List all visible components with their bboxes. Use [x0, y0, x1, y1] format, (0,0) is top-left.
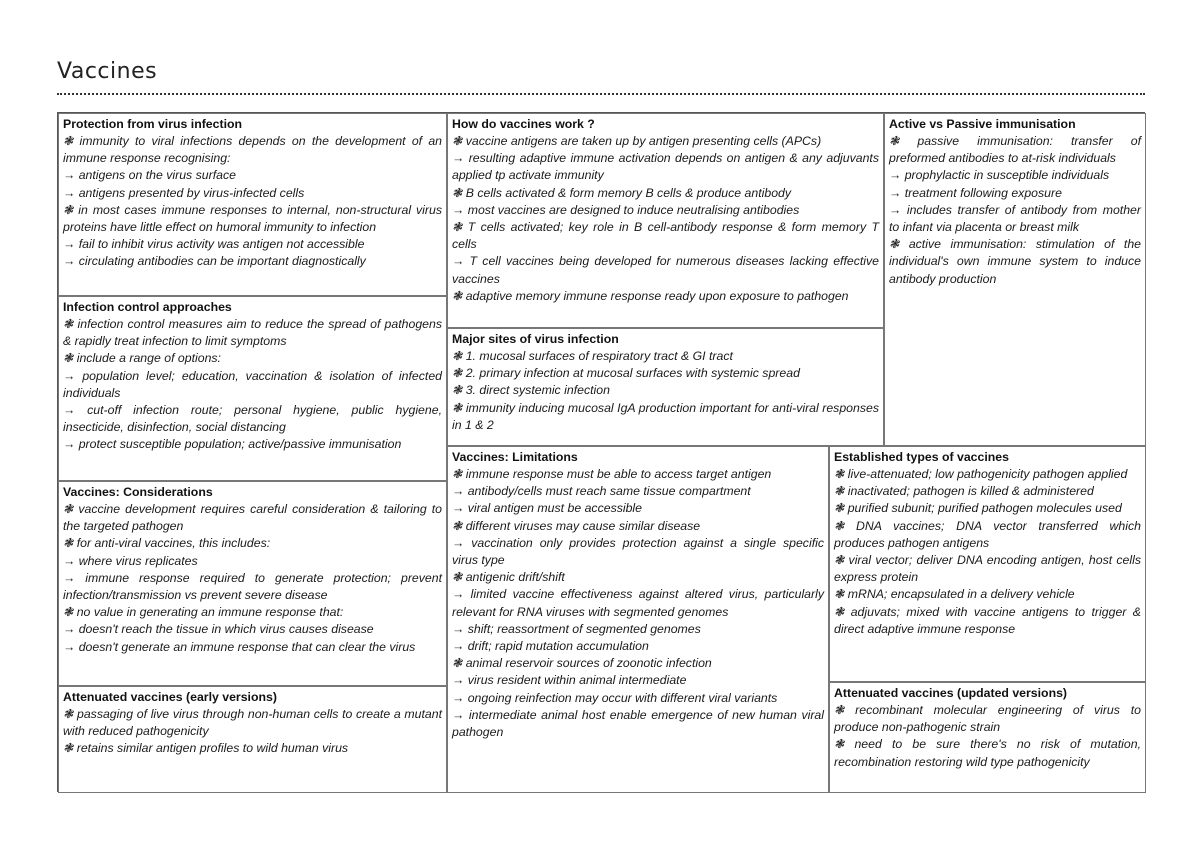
section-infection-control	[58, 296, 447, 481]
section-line: → shift; reassortment of segmented genomes	[452, 621, 701, 636]
section-attenuated-updated	[829, 682, 1146, 793]
section-protection	[58, 113, 447, 296]
page-title: Vaccines	[57, 59, 158, 84]
section-line: ❃ B cells activated & form memory B cells & produce antibody	[452, 185, 792, 200]
section-heading: Vaccines: Limitations	[452, 450, 578, 464]
section-line: → doesn't reach the tissue in which virus causes disease	[63, 622, 374, 637]
section-line: ❃ immunity inducing mucosal IgA production important for anti-viral responses in 1 & 2	[452, 400, 879, 432]
section-line: ❃ different viruses may cause similar disease	[452, 518, 701, 533]
section-heading: How do vaccines work ?	[452, 117, 595, 131]
section-line: ❃ no value in generating an immune response that:	[63, 605, 344, 620]
section-line: → doesn't generate an immune response that can clear the virus	[63, 639, 416, 654]
section-how-vaccines-work	[447, 113, 884, 328]
notes-grid	[57, 112, 1145, 792]
section-heading: Major sites of virus infection	[452, 332, 619, 346]
section-line: → immune response required to generate protection; prevent infection/transmission vs prevent severe disease	[63, 570, 442, 603]
section-lines	[834, 466, 1141, 638]
section-line: → population level; education, vaccination & isolation of infected individuals	[63, 368, 442, 400]
section-line: ❃ for anti-viral vaccines, this includes:	[63, 536, 271, 551]
section-line: ❃ viral vector; deliver DNA encoding antigen, host cells express protein	[834, 553, 1141, 585]
section-established-types	[829, 446, 1146, 682]
section-major-sites	[447, 328, 884, 446]
section-line: ❃ immune response must be able to access target antigen	[452, 467, 772, 481]
section-line: ❃ adaptive memory immune response ready upon exposure to pathogen	[452, 288, 849, 303]
section-line: ❃ passive immunisation: transfer of preformed antibodies to at-risk individuals	[889, 134, 1141, 166]
section-line: ❃ mRNA; encapsulated in a delivery vehicle	[834, 587, 1075, 602]
section-attenuated-early	[58, 686, 447, 793]
section-line: → circulating antibodies can be important diagnostically	[63, 254, 366, 269]
section-line: ❃ active immunisation: stimulation of the individual's own immune system to induce antibody production	[889, 237, 1141, 286]
section-line: → intermediate animal host enable emergence of new human viral pathogen	[452, 707, 824, 740]
section-line: ❃ T cells activated; key role in B cell-antibody response & form memory T cells	[452, 220, 879, 252]
section-line: → antigens on the virus surface	[63, 168, 236, 183]
section-lines	[63, 706, 442, 758]
section-line: ❃ 1. mucosal surfaces of respiratory tract & GI tract	[452, 349, 733, 363]
section-line: → antigens presented by virus-infected cells	[63, 185, 305, 200]
section-line: → antibody/cells must reach same tissue compartment	[452, 484, 751, 499]
section-lines	[889, 133, 1141, 288]
section-active-passive	[884, 113, 1146, 446]
section-line: ❃ antigenic drift/shift	[452, 570, 565, 585]
section-line: ❃ inactivated; pathogen is killed & administered	[834, 484, 1094, 499]
section-line: → includes transfer of antibody from mother to infant via placenta or breast milk	[889, 202, 1141, 235]
section-lines	[63, 316, 442, 454]
section-heading: Attenuated vaccines (updated versions)	[834, 686, 1068, 700]
section-line: ❃ passaging of live virus through non-human cells to create a mutant with reduced pathogenicity	[63, 707, 442, 739]
section-line: → limited vaccine effectiveness against altered virus, particularly relevant for RNA viruses with segmented genomes	[452, 587, 824, 619]
section-line: → resulting adaptive immune activation depends on antigen & any adjuvants applied tp activate immunity	[452, 151, 879, 183]
section-line: ❃ adjuvats; mixed with vaccine antigens to trigger & direct adaptive immune response	[834, 604, 1141, 636]
section-line: → most vaccines are designed to induce neutralising antibodies	[452, 202, 800, 217]
section-lines	[452, 466, 824, 741]
section-lines	[63, 133, 442, 271]
section-line: ❃ retains similar antigen profiles to wild human virus	[63, 741, 349, 756]
section-line: → viral antigen must be accessible	[452, 501, 643, 516]
section-line: ❃ immunity to viral infections depends on the development of an immune response recognising:	[63, 134, 442, 166]
section-line: → cut-off infection route; personal hygiene, public hygiene, insecticide, disinfection, social distancing	[63, 403, 442, 435]
section-heading: Active vs Passive immunisation	[889, 117, 1076, 131]
section-heading: Established types of vaccines	[834, 450, 1009, 464]
section-line: → prophylactic in susceptible individuals	[889, 168, 1110, 183]
section-heading: Vaccines: Considerations	[63, 485, 213, 499]
section-line: → T cell vaccines being developed for numerous diseases lacking effective vaccines	[452, 254, 879, 286]
section-line: ❃ DNA vaccines; DNA vector transferred which produces pathogen antigens	[834, 518, 1141, 550]
section-line: ❃ infection control measures aim to reduce the spread of pathogens & rapidly treat infection to limit symptoms	[63, 317, 442, 349]
section-line: ❃ need to be sure there's no risk of mutation, recombination restoring wild type pathogenicity	[834, 737, 1141, 769]
section-line: ❃ include a range of options:	[63, 351, 221, 366]
section-line: ❃ purified subunit; purified pathogen molecules used	[834, 501, 1122, 516]
section-line: ❃ recombinant molecular engineering of virus to produce non-pathogenic strain	[834, 703, 1141, 735]
section-line: → virus resident within animal intermediate	[452, 673, 687, 688]
section-lines	[452, 133, 879, 305]
section-line: → fail to inhibit virus activity was antigen not accessible	[63, 237, 365, 252]
title-divider	[57, 93, 1145, 95]
section-limitations	[447, 446, 829, 793]
section-heading: Infection control approaches	[63, 300, 232, 314]
section-line: ❃ live-attenuated; low pathogenicity pathogen applied	[834, 467, 1128, 481]
section-line: ❃ vaccine development requires careful consideration & tailoring to the targeted pathogen	[63, 502, 442, 534]
section-line: → vaccination only provides protection against a single specific virus type	[452, 535, 824, 568]
section-line: → drift; rapid mutation accumulation	[452, 639, 649, 654]
section-heading: Attenuated vaccines (early versions)	[63, 690, 277, 704]
section-line: ❃ animal reservoir sources of zoonotic infection	[452, 656, 712, 671]
section-heading: Protection from virus infection	[63, 117, 243, 131]
section-line: → protect susceptible population; active/passive immunisation	[63, 437, 402, 452]
section-line: → where virus replicates	[63, 553, 198, 568]
section-line: ❃ 2. primary infection at mucosal surfaces with systemic spread	[452, 366, 800, 381]
section-line: ❃ vaccine antigens are taken up by antigen presenting cells (APCs)	[452, 134, 822, 148]
section-lines	[452, 348, 879, 434]
section-considerations	[58, 481, 447, 686]
section-line: ❃ in most cases immune responses to internal, non-structural virus proteins have little effect on humoral immunity to infection	[63, 202, 442, 235]
section-line: → ongoing reinfection may occur with different viral variants	[452, 690, 778, 705]
section-line: ❃ 3. direct systemic infection	[452, 383, 610, 398]
section-lines	[63, 501, 442, 656]
section-lines	[834, 702, 1141, 771]
section-line: → treatment following exposure	[889, 185, 1062, 200]
